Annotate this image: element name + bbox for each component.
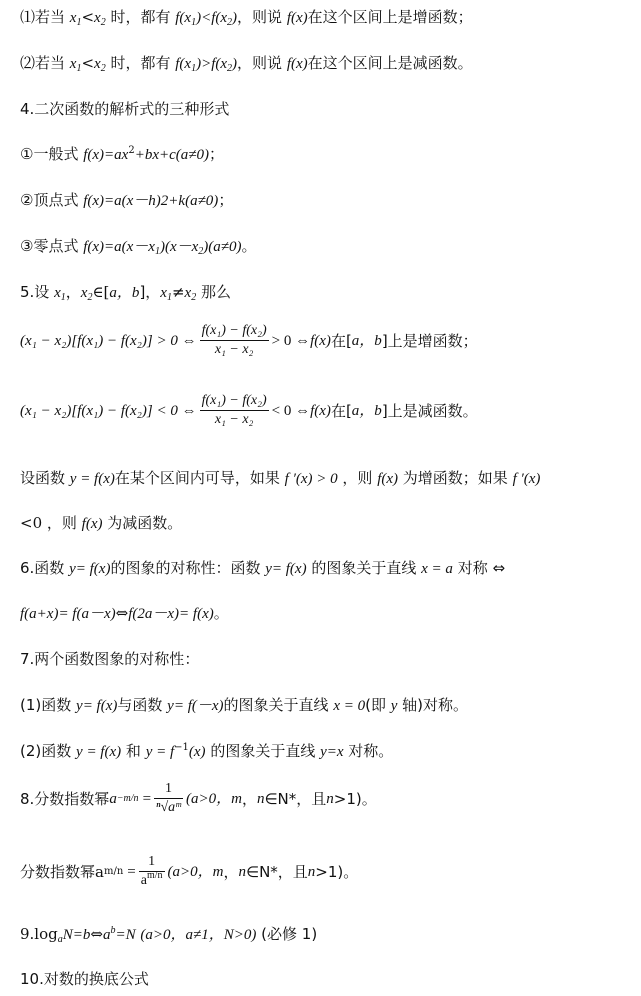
- section-6-heading: 6.函数 y= f(x)的图象的对称性：函数 y= f(x) 的图象关于直线 x = a 对称 ⇔: [20, 559, 506, 577]
- section-5-heading: 5.设 $x_1$，$x_2\in[a$，b]，$x_1\ne x_2$ 那么: [20, 283, 231, 303]
- increasing-equivalence: (x₁ − x₂)[f(x₁) − f(x₂)] > 0 ⇔ $\frac{\text{f(x₁) − f(x₂)}}{\text{x₁ − x₂}}$ > 0 ⇔ f(x) 在[ a，b ]上是增函数；: [20, 323, 478, 357]
- inverse-symmetry-line: (2)函数 y = f(x) 和 $y = f^{-1}(x)$ 的图象关于直线 y=x 对称。: [20, 742, 394, 760]
- general-form-line: ①一般式 $f(x)=ax^2+bx+c(a\ne 0)$；: [20, 145, 225, 163]
- power-fraction: $\frac{1}{a^{m/n}}$: [140, 854, 163, 888]
- radical-fraction: $\frac{1}{\text{ⁿ√aᵐ}}$: [156, 781, 181, 815]
- fractional-power-line: 分数指数幂 a m/n = $\frac{1}{a^{m/n}}$ (a>0， m ， n ∈N*，且 n >1)。: [20, 854, 359, 888]
- section-8-heading: 8.分数指数幂 a −m/n = $\frac{1}{\text{ⁿ√aᵐ}}$ (a>0， m ， n ∈N*，且 n >1)。: [20, 781, 377, 815]
- vertex-form-line: ②顶点式 f(x)=a(x－h)2+k(a≠0)；: [20, 191, 234, 209]
- symmetry-formula-line: f(a+x)= f(a－x)⇔f(2a－x)= f(x)。: [20, 604, 229, 622]
- section-9-heading: $9.\log_aN=b\Leftrightarrow a^b=N$ (a>0，a≠1，N>0) (必修 1): [20, 925, 318, 945]
- difference-quotient: $\frac{\text{f(x₁) − f(x₂)}}{\text{x₁ − x₂}}$: [201, 323, 267, 357]
- decreasing-equivalence: (x₁ − x₂)[f(x₁) − f(x₂)] < 0 ⇔ $\frac{\text{f(x₁) − f(x₂)}}{\text{x₁ − x₂}}$ < 0 ⇔ f(x) 在[ a，b ]上是减函数。: [20, 393, 478, 427]
- derivative-line-1: 设函数 y = f(x)在某个区间内可导，如果 f ′(x) > 0 ，则 f(x) 为增函数；如果 f ′(x): [20, 469, 541, 487]
- section-7-heading: 7.两个函数图象的对称性：: [20, 650, 200, 668]
- difference-quotient: $\frac{\text{f(x₁) − f(x₂)}}{\text{x₁ − x₂}}$: [201, 393, 267, 427]
- monotonic-increasing-line: ⑴若当 $x_1<x_2$ 时，都有 $f(x_1)<f(x_2)$，则说 f(x)在这个区间上是增函数；: [20, 8, 473, 28]
- section-10-heading: 10.对数的换底公式: [20, 970, 149, 988]
- monotonic-decreasing-line: ⑵若当 $x_1<x_2$ 时，都有 $f(x_1)>f(x_2)$，则说 f(x)在这个区间上是减函数。: [20, 54, 473, 74]
- section-4-heading: 4.二次函数的解析式的三种形式: [20, 100, 230, 118]
- zero-form-line: ③零点式 $f(x)=a(x-x_1)(x-x_2)(a\ne 0)$。: [20, 237, 257, 257]
- symmetry-y-axis-line: (1)函数 y= f(x)与函数 y= f(－x)的图象关于直线 x = 0(即 y 轴)对称。: [20, 696, 469, 714]
- derivative-line-2: <0 ，则 f(x) 为减函数。: [20, 514, 183, 532]
